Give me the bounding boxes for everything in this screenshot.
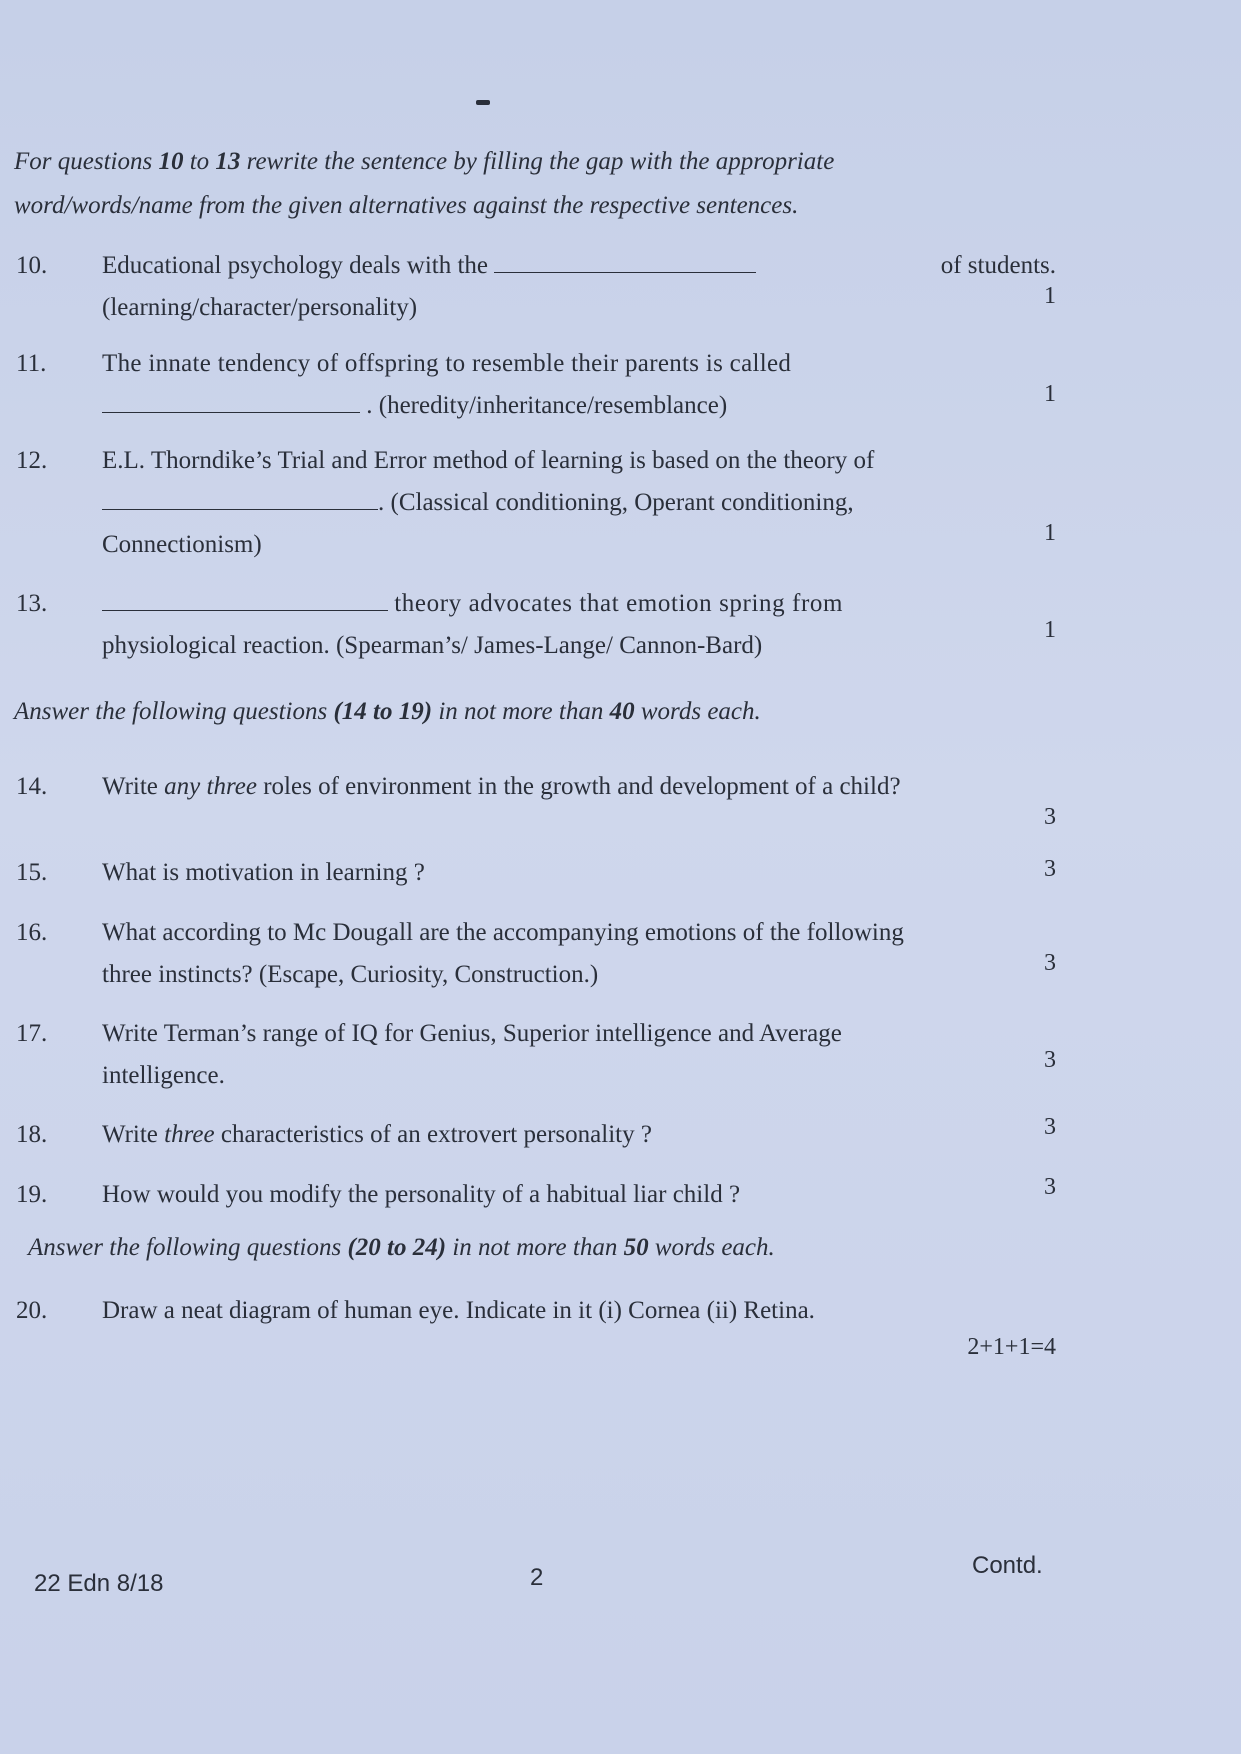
question-16: 16. What according to Mc Dougall are the accompanying emotions of the following three instincts? (Escape, Curiosity, Construction.) 3	[16, 912, 1056, 1002]
question-number: 12.	[16, 447, 48, 474]
question-number: 19.	[16, 1181, 48, 1208]
marks: 3	[1044, 1114, 1056, 1140]
paper-code: 22 Edn 8/18	[34, 1570, 164, 1597]
page-number: 2	[530, 1564, 544, 1591]
answer-blank	[102, 487, 378, 510]
question-12: 12. E.L. Thorndike’s Trial and Error method of learning is based on the theory of . (Classical conditioning, Operant conditioning, Connectionism) 1	[16, 440, 1056, 570]
section-3-instruction: Answer the following questions (20 to 24) in not more than 50 words each.	[28, 1234, 775, 1261]
marks: 2+1+1=4	[967, 1334, 1056, 1360]
question-number: 14.	[16, 773, 48, 800]
question-17: 17. Write Terman’s range of IQ for Genius, Superior intelligence and Average intelligence. 3	[16, 1013, 1056, 1103]
question-18: 18. Write three characteristics of an extrovert personality ? 3	[16, 1114, 1056, 1164]
question-10: 10. Educational psychology deals with the of students. (learning/character/personality) 1	[16, 245, 1056, 335]
question-13: 13. theory advocates that emotion spring from physiological reaction. (Spearman’s/ James-Lange/ Cannon-Bard) 1	[16, 583, 1056, 673]
question-11: 11. The innate tendency of offspring to resemble their parents is called . (heredity/inheritance/resemblance) 1	[16, 343, 1056, 433]
marks: 3	[1044, 1047, 1056, 1073]
marks: 3	[1044, 804, 1056, 830]
marks: 1	[1044, 381, 1056, 407]
answer-blank	[102, 390, 360, 413]
marks: 3	[1044, 950, 1056, 976]
section-2-instruction: Answer the following questions (14 to 19) in not more than 40 words each.	[14, 698, 761, 725]
question-number: 11.	[16, 350, 47, 377]
marks: 1	[1044, 520, 1056, 546]
top-dash-mark	[476, 100, 490, 105]
continued-label: Contd.	[972, 1552, 1043, 1579]
question-19: 19. How would you modify the personality of a habitual liar child ? 3	[16, 1174, 1056, 1224]
marks: 3	[1044, 856, 1056, 882]
question-number: 13.	[16, 590, 48, 617]
question-number: 20.	[16, 1297, 48, 1324]
question-number: 10.	[16, 252, 48, 279]
answer-blank	[494, 250, 756, 273]
answer-blank	[102, 588, 388, 611]
question-14: 14. Write any three roles of environment in the growth and development of a child? 3	[16, 766, 1056, 846]
question-20: 20. Draw a neat diagram of human eye. Indicate in it (i) Cornea (ii) Retina. 2+1+1=4	[16, 1290, 1056, 1380]
marks: 1	[1044, 617, 1056, 643]
question-number: 17.	[16, 1020, 48, 1047]
question-15: 15. What is motivation in learning ? 3	[16, 852, 1056, 902]
question-number: 18.	[16, 1121, 48, 1148]
question-number: 16.	[16, 919, 48, 946]
marks: 1	[1044, 283, 1056, 309]
section-1-instruction: For questions 10 to 13 rewrite the sentence by filling the gap with the appropriate word/words/name from the given alternatives against the respective sentences.	[14, 148, 835, 219]
marks: 3	[1044, 1174, 1056, 1200]
question-number: 15.	[16, 859, 48, 886]
